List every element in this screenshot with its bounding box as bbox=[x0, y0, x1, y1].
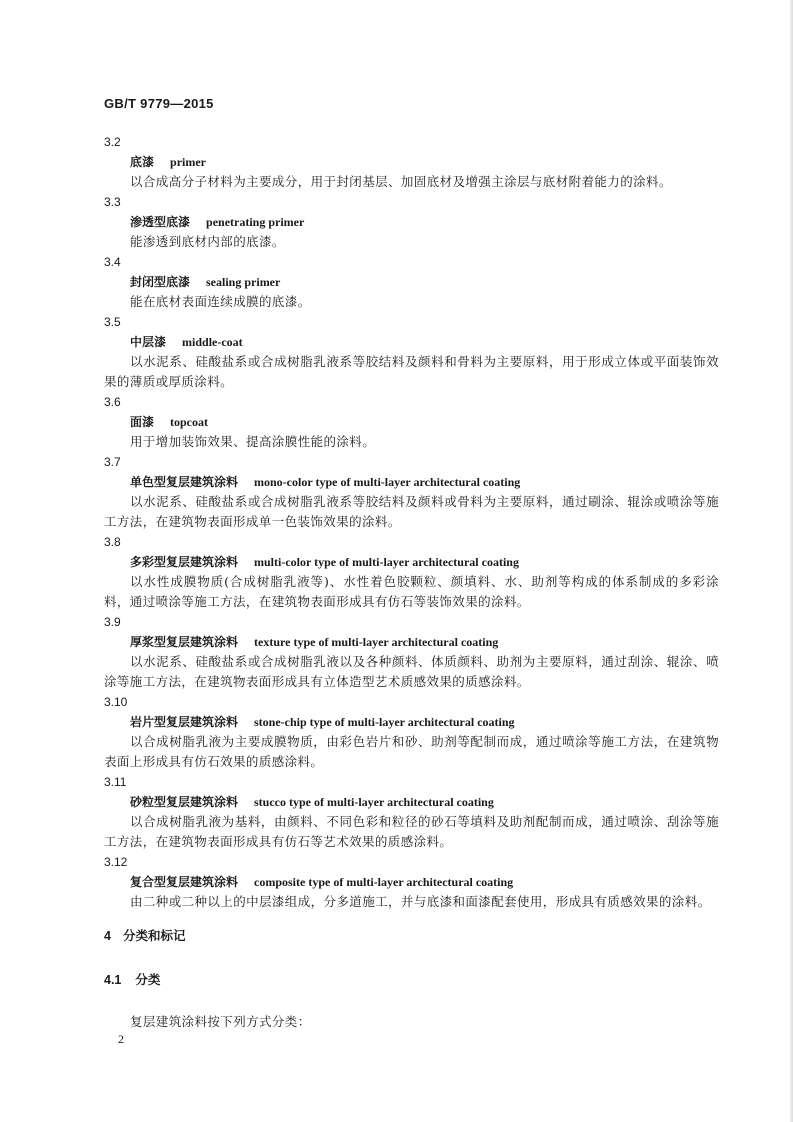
term-english: stone-chip type of multi-layer architectural coating bbox=[254, 715, 515, 729]
term-definition: 以合成高分子材料为主要成分，用于封闭基层、加固底材及增强主涂层与底材附着能力的涂料。 bbox=[130, 174, 672, 189]
term-english: topcoat bbox=[170, 415, 209, 429]
term-heading bbox=[104, 212, 719, 232]
term-number: 3.3 bbox=[104, 195, 121, 209]
section-4-heading bbox=[104, 926, 719, 946]
term-number: 3.8 bbox=[104, 535, 121, 549]
term-entry bbox=[104, 532, 719, 612]
term-heading bbox=[104, 872, 719, 892]
term-number: 3.4 bbox=[104, 255, 121, 269]
term-entry bbox=[104, 132, 719, 192]
term-chinese: 单色型复层建筑涂料 bbox=[130, 475, 239, 489]
page-number: 2 bbox=[118, 1032, 124, 1046]
term-entry bbox=[104, 772, 719, 852]
term-heading bbox=[104, 472, 719, 492]
term-chinese: 厚浆型复层建筑涂料 bbox=[130, 635, 239, 649]
term-chinese: 面漆 bbox=[130, 415, 155, 429]
term-entry bbox=[104, 692, 719, 772]
term-heading bbox=[104, 552, 719, 572]
term-heading bbox=[104, 332, 719, 352]
term-english: composite type of multi-layer architectural coating bbox=[254, 875, 514, 889]
term-entries-list bbox=[104, 132, 719, 912]
term-english: penetrating primer bbox=[206, 215, 305, 229]
term-definition: 以水泥系、硅酸盐系或合成树脂乳液以及各种颜料、体质颜料、助剂为主要原料，通过刮涂、辊涂、喷涂等施工方法，在建筑物表面形成具有立体造型艺术质感效果的质感涂料。 bbox=[104, 654, 719, 689]
term-english: primer bbox=[170, 155, 206, 169]
term-definition: 以合成树脂乳液为主要成膜物质，由彩色岩片和砂、助剂等配制而成，通过喷涂等施工方法，在建筑物表面上形成具有仿石效果的质感涂料。 bbox=[104, 734, 719, 769]
standard-number-header: GB/T 9779—2015 bbox=[104, 96, 214, 111]
section-4-title: 分类和标记 bbox=[122, 929, 186, 943]
term-entry bbox=[104, 192, 719, 252]
section-4-1-title: 分类 bbox=[135, 973, 161, 987]
term-definition: 用于增加装饰效果、提高涂膜性能的涂料。 bbox=[130, 434, 376, 449]
term-definition: 由二种或二种以上的中层漆组成，分多道施工，并与底漆和面漆配套使用，形成具有质感效果的涂料。 bbox=[130, 894, 711, 909]
term-chinese: 渗透型底漆 bbox=[130, 215, 191, 229]
term-definition: 能在底材表面连续成膜的底漆。 bbox=[130, 294, 311, 309]
term-entry bbox=[104, 612, 719, 692]
term-english: multi-color type of multi-layer architectural coating bbox=[254, 555, 519, 569]
section-4-1-number: 4.1 bbox=[104, 973, 122, 987]
term-chinese: 岩片型复层建筑涂料 bbox=[130, 715, 239, 729]
term-entry bbox=[104, 392, 719, 452]
term-heading bbox=[104, 272, 719, 292]
term-heading bbox=[104, 712, 719, 732]
term-number: 3.6 bbox=[104, 395, 121, 409]
term-definition: 以水性成膜物质(合成树脂乳液等)、水性着色胶颗粒、颜填料、水、助剂等构成的体系制成的多彩涂料，通过喷涂等施工方法，在建筑物表面形成具有仿石等装饰效果的涂料。 bbox=[104, 574, 719, 609]
section-4-number: 4 bbox=[104, 929, 111, 943]
term-english: sealing primer bbox=[206, 275, 281, 289]
term-entry bbox=[104, 852, 719, 912]
term-entry bbox=[104, 312, 719, 392]
term-heading bbox=[104, 412, 719, 432]
term-number: 3.12 bbox=[104, 855, 128, 869]
term-heading bbox=[104, 632, 719, 652]
term-chinese: 中层漆 bbox=[130, 335, 167, 349]
term-chinese: 多彩型复层建筑涂料 bbox=[130, 555, 239, 569]
term-entry bbox=[104, 252, 719, 312]
classification-intro: 复层建筑涂料按下列方式分类： bbox=[130, 1014, 311, 1029]
section-4-1-heading bbox=[104, 970, 719, 990]
term-heading bbox=[104, 152, 719, 172]
term-definition: 以水泥系、硅酸盐系或合成树脂乳液系等胶结料及颜料和骨料为主要原料，用于形成立体或平面装饰效果的薄质或厚质涂料。 bbox=[104, 354, 719, 389]
term-number: 3.2 bbox=[104, 135, 121, 149]
term-english: middle-coat bbox=[182, 335, 243, 349]
term-entry bbox=[104, 452, 719, 532]
term-english: stucco type of multi-layer architectural coating bbox=[254, 795, 494, 809]
term-chinese: 复合型复层建筑涂料 bbox=[130, 875, 239, 889]
term-number: 3.11 bbox=[104, 775, 127, 789]
term-number: 3.9 bbox=[104, 615, 121, 629]
term-definition: 以合成树脂乳液为基料，由颜料、不同色彩和粒径的砂石等填料及助剂配制而成，通过喷涂、刮涂等施工方法，在建筑物表面形成具有仿石等艺术效果的质感涂料。 bbox=[104, 814, 719, 849]
term-number: 3.10 bbox=[104, 695, 128, 709]
term-heading bbox=[104, 792, 719, 812]
term-number: 3.7 bbox=[104, 455, 121, 469]
term-definition: 以水泥系、硅酸盐系或合成树脂乳液系等胶结料及颜料或骨料为主要原料，通过刷涂、辊涂或喷涂等施工方法，在建筑物表面形成单一色装饰效果的涂料。 bbox=[104, 494, 719, 529]
term-chinese: 底漆 bbox=[130, 155, 155, 169]
document-body bbox=[104, 132, 719, 1032]
term-english: mono-color type of multi-layer architectural coating bbox=[254, 475, 521, 489]
term-english: texture type of multi-layer architectural coating bbox=[254, 635, 499, 649]
term-chinese: 砂粒型复层建筑涂料 bbox=[130, 795, 239, 809]
term-chinese: 封闭型底漆 bbox=[130, 275, 191, 289]
term-definition: 能渗透到底材内部的底漆。 bbox=[130, 234, 285, 249]
term-number: 3.5 bbox=[104, 315, 121, 329]
